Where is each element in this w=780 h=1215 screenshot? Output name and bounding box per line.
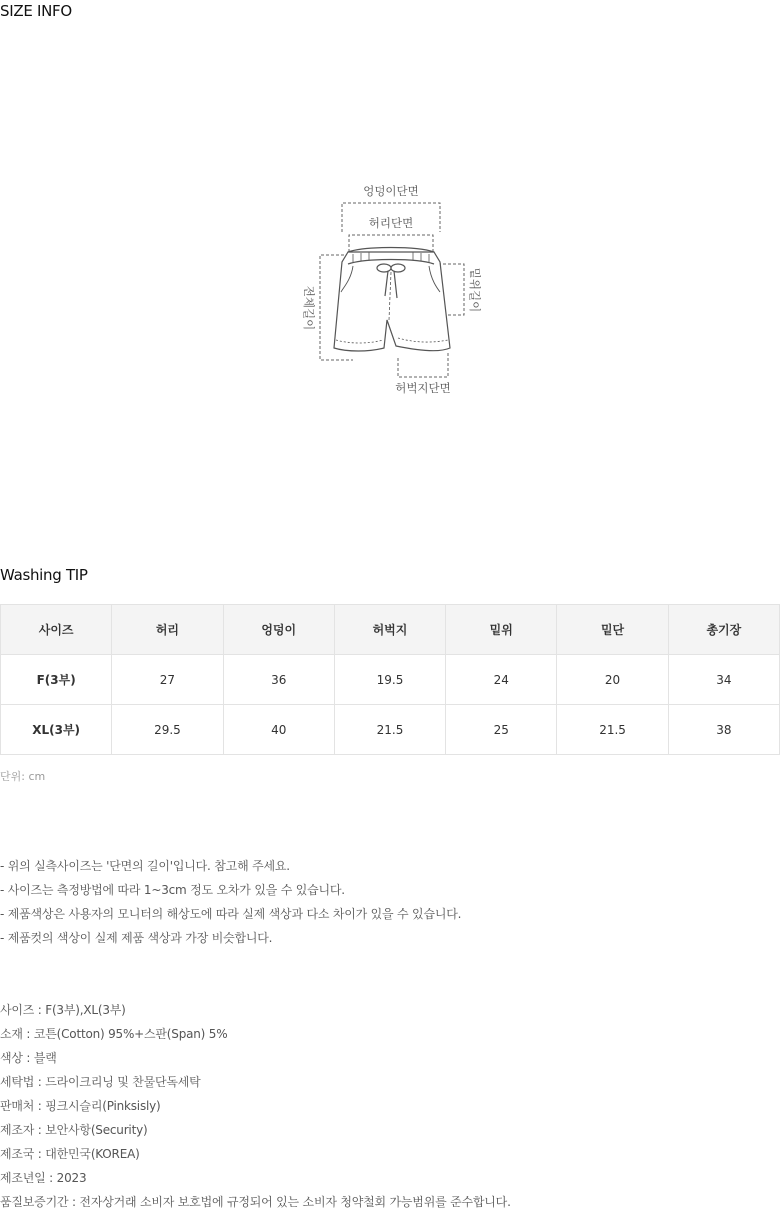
row-size-label: XL(3부) [1,705,112,755]
spec-item: 판매처 : 핑크시슬리(Pinksisly) [0,1099,161,1113]
total-length-label: 전체길이 [302,285,316,331]
unit-note: 단위: cm [0,770,46,783]
column-header: 밑단 [557,605,668,655]
table-cell: 29.5 [112,705,223,755]
size-table [0,604,780,755]
column-header: 총기장 [668,605,779,655]
thigh-label: 허벅지단면 [395,381,451,395]
note-item: - 제품컷의 색상이 실제 제품 색상과 가장 비슷합니다. [0,931,273,945]
product-specs [0,998,511,1214]
note-item: - 위의 실측사이즈는 '단면의 길이'입니다. 참고해 주세요. [0,859,290,873]
shorts-illustration [295,180,495,400]
table-cell: 38 [668,705,779,755]
thigh-measure-line [398,353,448,377]
table-cell: 36 [223,655,334,705]
table-cell: 40 [223,705,334,755]
spec-item: 소재 : 코튼(Cotton) 95%+스판(Span) 5% [0,1027,228,1041]
size-info-title: SIZE INFO [0,2,72,20]
spec-item: 제조년일 : 2023 [0,1171,87,1185]
table-cell: 25 [446,705,557,755]
table-row [1,655,780,705]
spec-item: 품질보증기간 : 전자상거래 소비자 보호법에 규정되어 있는 소비자 청약철회 가능범위를 준수합니다. [0,1195,511,1209]
spec-item: 제조국 : 대한민국(KOREA) [0,1147,140,1161]
row-size-label: F(3부) [1,655,112,705]
table-cell: 27 [112,655,223,705]
shorts-body [334,248,450,352]
column-header: 사이즈 [1,605,112,655]
table-row [1,705,780,755]
waist-label: 허리단면 [368,216,414,230]
table-cell: 21.5 [334,705,445,755]
table-cell: 24 [446,655,557,705]
table-header-row [1,605,780,655]
size-notes [0,854,461,950]
note-item: - 사이즈는 측정방법에 따라 1~3cm 정도 오차가 있을 수 있습니다. [0,883,345,897]
rise-label: 밑위길이 [468,267,482,313]
table-cell: 19.5 [334,655,445,705]
spec-item: 제조자 : 보안사항(Security) [0,1123,148,1137]
column-header: 밑위 [446,605,557,655]
column-header: 엉덩이 [223,605,334,655]
column-header: 허리 [112,605,223,655]
table-cell: 20 [557,655,668,705]
table-cell: 34 [668,655,779,705]
spec-item: 세탁법 : 드라이크리닝 및 찬물단독세탁 [0,1075,201,1089]
spec-item: 사이즈 : F(3부),XL(3부) [0,1003,126,1017]
table-cell: 21.5 [557,705,668,755]
shorts-size-diagram [295,180,495,400]
washing-tip-title: Washing TIP [0,566,88,584]
note-item: - 제품색상은 사용자의 모니터의 해상도에 따라 실제 색상과 다소 차이가 있을 수 있습니다. [0,907,462,921]
hip-label: 엉덩이단면 [363,184,419,198]
column-header: 허벅지 [334,605,445,655]
spec-item: 색상 : 블랙 [0,1051,57,1065]
